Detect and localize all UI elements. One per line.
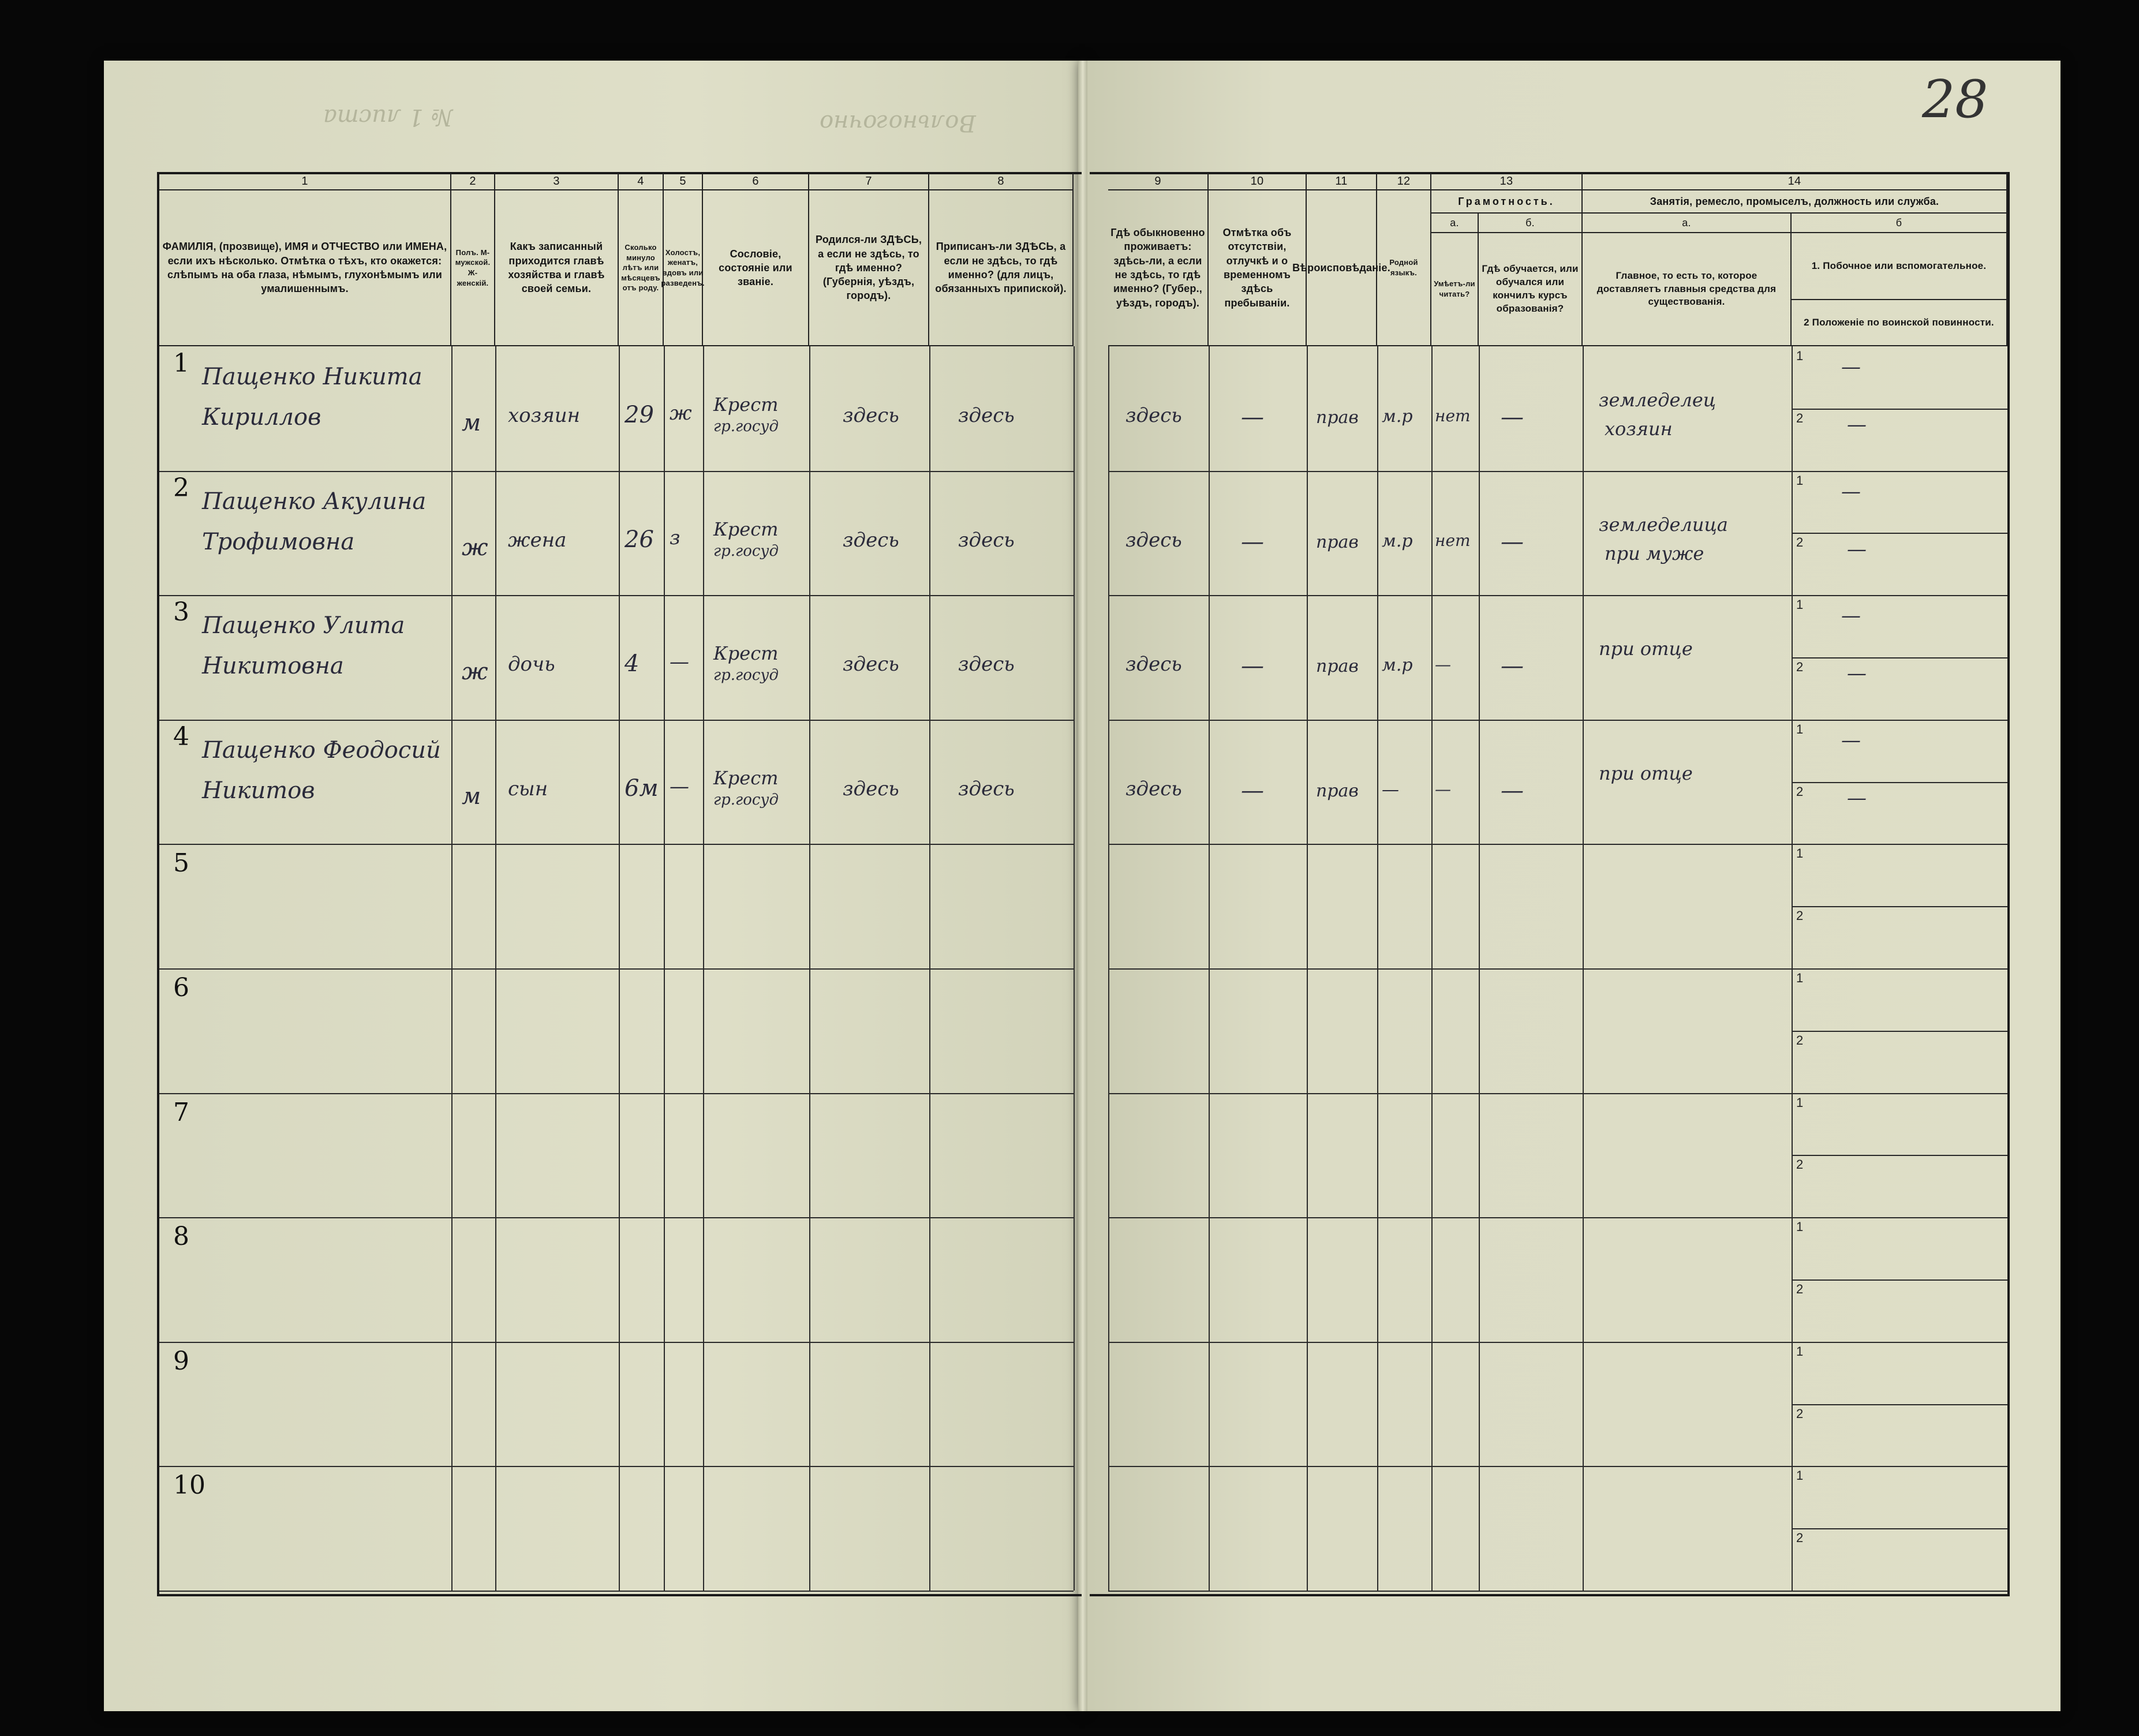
language: —	[1382, 779, 1399, 800]
column-number-1: 1	[159, 173, 451, 190]
row-number: 1	[173, 349, 189, 378]
name-line-2: Трофимовна	[202, 528, 355, 555]
header-c13b: Гдѣ обучается, или обучался или кончилъ курсъ образованія?	[1479, 233, 1583, 346]
residence: здесь	[1125, 653, 1182, 676]
side-occupation: —	[1841, 604, 1861, 628]
language: м.р	[1382, 655, 1413, 676]
education: —	[1501, 528, 1524, 555]
name-line-1: Пащенко Акулина	[202, 488, 427, 515]
residence: здесь	[1125, 528, 1182, 552]
row-divider-left	[159, 968, 1074, 970]
sub-row-divider	[1792, 782, 2007, 783]
class-line-1: Крест	[713, 766, 779, 789]
relation: жена	[508, 528, 567, 552]
sub-label-2: 2	[1796, 1032, 1804, 1047]
relation: хозяин	[508, 404, 580, 427]
row-divider-left	[159, 1591, 1074, 1592]
sex: ж	[462, 534, 488, 561]
name-line-2: Никитов	[202, 777, 315, 804]
marital-status: —	[670, 775, 689, 798]
occupation-line-1: земледелица	[1599, 513, 1728, 536]
sub-label-1: 1	[1796, 1095, 1804, 1110]
header-c14b1: 1. Побочное или вспомогательное.	[1792, 233, 2007, 300]
sub-label-2: 2	[1796, 535, 1804, 550]
header-c3: Какъ записанный приходится главѣ хозяйства и главѣ своей семьи.	[495, 190, 619, 346]
row-number: 5	[173, 848, 189, 878]
marital-status: з	[670, 526, 680, 549]
name-line-2: Никитовна	[202, 653, 344, 680]
header-c1: ФАМИЛІЯ, (прозвище), ИМЯ и ОТЧЕСТВО или ИМЕНА, если ихъ нѣсколько. Отмѣтка о тѣхъ, кто окажется: слѣпымъ на оба глаза, нѣмымъ, глухонѣмымъ или умалишеннымъ.	[159, 190, 451, 346]
header-c13: Грамотность.	[1431, 190, 1583, 214]
header-c14b-letter: б	[1792, 214, 2007, 233]
registered: здесь	[958, 528, 1015, 552]
row-divider-left	[159, 1342, 1074, 1343]
birthplace: здесь	[843, 404, 899, 427]
column-number-10: 10	[1209, 173, 1307, 190]
occupation-line-1: при отце	[1599, 638, 1693, 660]
header-c14b2: 2 Положеніе по воинской повинности.	[1792, 300, 2007, 346]
sub-label-1: 1	[1796, 1468, 1804, 1483]
row-divider-right	[1108, 968, 2007, 970]
side-occupation: —	[1841, 356, 1861, 379]
row-number: 4	[173, 721, 189, 751]
class-line-1: Крест	[713, 642, 779, 665]
literacy: —	[1435, 655, 1451, 675]
header-c14a-letter: а.	[1583, 214, 1792, 233]
column-number-6: 6	[703, 173, 809, 190]
row-divider-right	[1108, 1093, 2007, 1094]
birthplace: здесь	[843, 653, 899, 676]
name-line-1: Пащенко Улита	[202, 612, 405, 639]
absence: —	[1241, 528, 1264, 555]
class-line-1: Крест	[713, 518, 779, 540]
class-line-2: гр.госуд	[713, 542, 779, 560]
military-status: —	[1847, 662, 1867, 686]
header-c6: Сословіе, состояніе или званіе.	[703, 190, 809, 346]
column-number-5: 5	[664, 173, 703, 190]
sex: ж	[462, 659, 488, 686]
row-divider-right	[1108, 720, 2007, 721]
age: 6м	[625, 775, 659, 802]
row-divider-left	[159, 471, 1074, 472]
language: м.р	[1382, 530, 1413, 551]
row-divider-left	[159, 1217, 1074, 1218]
row-divider-right	[1108, 595, 2007, 596]
header-c14a: Главное, то есть то, которое доставляетъ главныя средства для существованія.	[1583, 233, 1792, 346]
row-number: 9	[173, 1346, 189, 1376]
occupation-line-1: земледелец	[1599, 389, 1717, 411]
class-line-2: гр.госуд	[713, 667, 779, 684]
sub-row-divider	[1792, 1031, 2007, 1032]
faint-header-left: № 1 листа	[323, 104, 453, 130]
sub-label-1: 1	[1796, 721, 1804, 736]
sub-label-1: 1	[1796, 1344, 1804, 1359]
class-line-2: гр.госуд	[713, 791, 779, 809]
birthplace: здесь	[843, 528, 899, 552]
row-divider-right	[1108, 1342, 2007, 1343]
age: 26	[625, 526, 654, 553]
column-number-11: 11	[1307, 173, 1377, 190]
table-frame-right	[1090, 172, 2010, 1596]
sex: м	[462, 783, 481, 810]
column-number-9: 9	[1108, 173, 1209, 190]
column-number-3: 3	[495, 173, 619, 190]
faith: прав	[1316, 656, 1359, 677]
class-line-1: Крест	[713, 394, 779, 416]
row-divider-right	[1108, 1466, 2007, 1467]
sub-label-2: 2	[1796, 784, 1804, 799]
military-status: —	[1847, 786, 1867, 810]
row-divider-right	[1108, 844, 2007, 845]
marital-status: —	[670, 650, 689, 674]
header-c14: Занятія, ремесло, промыселъ, должность или служба.	[1583, 190, 2007, 214]
row-number: 6	[173, 973, 189, 1002]
row-divider-left	[159, 1466, 1074, 1467]
sub-label-2: 2	[1796, 908, 1804, 923]
sub-label-2: 2	[1796, 1157, 1804, 1172]
header-c5: Холостъ, женатъ, вдовъ или разведенъ.	[664, 190, 703, 346]
page-number: 28	[1922, 69, 1988, 130]
sub-row-divider	[1792, 1155, 2007, 1156]
sub-label-2: 2	[1796, 660, 1804, 674]
sub-row-divider	[1792, 1279, 2007, 1281]
header-c10: Отмѣтка объ отсутствіи, отлучкѣ и о временномъ здѣсь пребываніи.	[1209, 190, 1307, 346]
registered: здесь	[958, 777, 1015, 800]
column-number-2: 2	[451, 173, 495, 190]
occupation-line-1: при отце	[1599, 762, 1693, 784]
row-number: 7	[173, 1097, 189, 1127]
column-number-13: 13	[1431, 173, 1583, 190]
header-c11: Вѣроисповѣданіе.	[1307, 190, 1377, 346]
registered: здесь	[958, 653, 1015, 676]
name-line-1: Пащенко Феодосий	[202, 736, 441, 764]
sub-row-divider	[1792, 409, 2007, 410]
sub-label-2: 2	[1796, 1282, 1804, 1296]
side-occupation: —	[1841, 480, 1861, 503]
row-divider-left	[159, 720, 1074, 721]
row-divider-left	[159, 844, 1074, 845]
relation: дочь	[508, 653, 555, 676]
education: —	[1501, 404, 1524, 431]
sub-row-divider	[1792, 906, 2007, 907]
header-c4: Сколько минуло лѣтъ или мѣсяцевъ отъ роду.	[619, 190, 664, 346]
sub-row-divider	[1792, 1404, 2007, 1405]
header-c8: Приписанъ-ли ЗДѢСЬ, а если не здѣсь, то гдѣ именно? (для лицъ, обязанныхъ припиской).	[929, 190, 1074, 346]
absence: —	[1241, 653, 1264, 680]
column-number-4: 4	[619, 173, 664, 190]
row-number: 8	[173, 1222, 189, 1252]
language: м.р	[1382, 406, 1413, 426]
occupation-line-2: хозяин	[1605, 418, 1673, 440]
header-c13b-letter: б.	[1479, 214, 1583, 233]
sub-row-divider	[1792, 1528, 2007, 1529]
sub-label-1: 1	[1796, 1219, 1804, 1234]
sub-label-2: 2	[1796, 1531, 1804, 1546]
literacy: —	[1435, 779, 1451, 799]
faint-header-right: Вольногочно	[820, 110, 976, 136]
header-c13a: Умѣетъ-ли читать?	[1431, 233, 1479, 346]
sub-label-1: 1	[1796, 349, 1804, 363]
header-c9: Гдѣ обыкновенно проживаетъ: здѣсь-ли, а если не здѣсь, то гдѣ именно? (Губер., уѣздъ, городъ).	[1108, 190, 1209, 346]
header-c2: Полъ. М-мужской. Ж-женскій.	[451, 190, 495, 346]
residence: здесь	[1125, 404, 1182, 427]
sex: м	[462, 410, 481, 436]
absence: —	[1241, 777, 1264, 804]
column-divider	[1074, 346, 1075, 1591]
sub-row-divider	[1792, 657, 2007, 659]
header-c7: Родился-ли ЗДѢСЬ, а если не здѣсь, то гдѣ именно? (Губернія, уѣздъ, городъ).	[809, 190, 929, 346]
marital-status: ж	[670, 402, 692, 425]
row-divider-left	[159, 595, 1074, 596]
sub-row-divider	[1792, 533, 2007, 534]
row-divider-left	[159, 1093, 1074, 1094]
column-number-7: 7	[809, 173, 929, 190]
header-c12: Родной языкъ.	[1377, 190, 1431, 346]
military-status: —	[1847, 413, 1867, 436]
row-divider-right	[1108, 1217, 2007, 1218]
education: —	[1501, 777, 1524, 804]
sub-label-1: 1	[1796, 971, 1804, 985]
row-divider-right	[1108, 1591, 2007, 1592]
row-number: 10	[173, 1471, 205, 1501]
residence: здесь	[1125, 777, 1182, 800]
absence: —	[1241, 404, 1264, 431]
occupation-line-2: при муже	[1605, 542, 1704, 564]
faith: прав	[1316, 780, 1359, 801]
registered: здесь	[958, 404, 1015, 427]
faith: прав	[1316, 532, 1359, 552]
row-number: 3	[173, 597, 189, 627]
education: —	[1501, 653, 1524, 680]
column-number-8: 8	[929, 173, 1074, 190]
side-occupation: —	[1841, 728, 1861, 752]
age: 29	[625, 402, 654, 428]
header-c13a-letter: а.	[1431, 214, 1479, 233]
name-line-2: Кириллов	[202, 404, 321, 431]
column-number-12: 12	[1377, 173, 1431, 190]
sub-label-1: 1	[1796, 473, 1804, 488]
row-number: 2	[173, 473, 189, 503]
sub-label-1: 1	[1796, 846, 1804, 861]
class-line-2: гр.госуд	[713, 418, 779, 435]
row-divider-right	[1108, 471, 2007, 472]
sub-label-1: 1	[1796, 597, 1804, 612]
literacy: нет	[1435, 530, 1471, 550]
age: 4	[625, 650, 640, 678]
sub-label-2: 2	[1796, 1406, 1804, 1421]
relation: сын	[508, 777, 548, 800]
military-status: —	[1847, 537, 1867, 561]
sub-label-2: 2	[1796, 410, 1804, 425]
birthplace: здесь	[843, 777, 899, 800]
name-line-1: Пащенко Никита	[202, 364, 422, 390]
column-number-14: 14	[1583, 173, 2007, 190]
faith: прав	[1316, 407, 1359, 428]
literacy: нет	[1435, 406, 1471, 425]
